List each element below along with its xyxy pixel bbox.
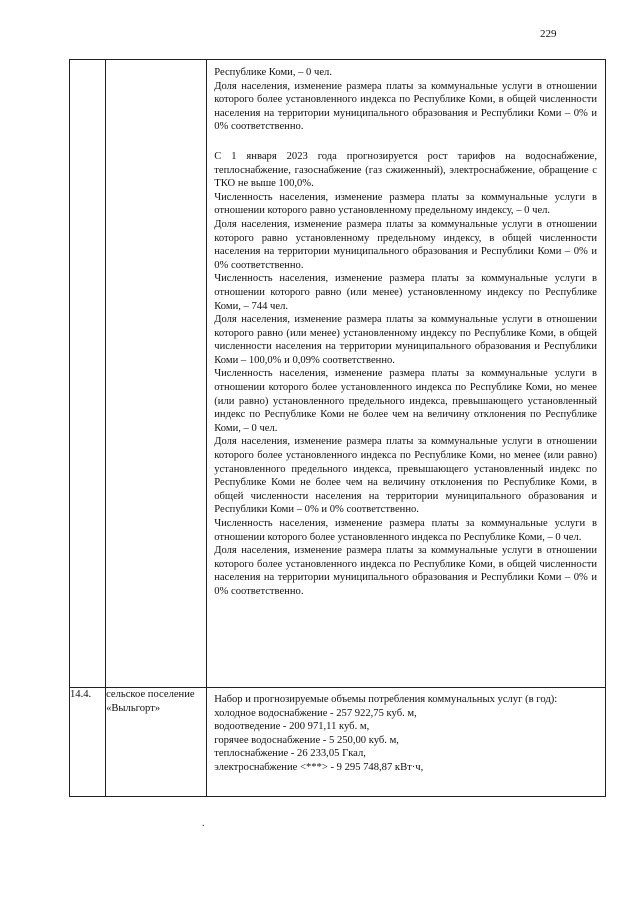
document-table <box>69 59 606 797</box>
paragraph: Численность населения, изменение размера платы за коммунальные услуги в отношении которого более установленного индекса по Республике Коми, – 0 чел. <box>214 518 597 543</box>
consumption-line: водоотведение - 200 971,11 куб. м, <box>214 721 370 733</box>
description-cell <box>207 60 606 688</box>
paragraph: С 1 января 2023 года прогнозируется рост тарифов на водоснабжение, теплоснабжение, газоснабжение (газ сжиженный), электроснабжение, обращение с ТКО не выше 100,0%. <box>214 150 597 190</box>
row-number-cell: 14.4. <box>70 688 106 797</box>
paragraph: Доля населения, изменение размера платы за коммунальные услуги в отношении которого равно установленному предельному индексу, в общей численности населения на территории муниципального образования и Республики Коми – 0% и 0% соответственно. <box>214 218 597 271</box>
page-number: 229 <box>540 28 557 40</box>
table-row <box>70 60 606 688</box>
consumption-line: горячее водоснабжение - 5 250,00 куб. м, <box>214 734 399 746</box>
description-cell <box>207 688 606 797</box>
footer-mark: . <box>202 818 205 829</box>
paragraph: Численность населения, изменение размера платы за коммунальные услуги в отношении которого более установленного индекса по Республике Коми, но менее (или равно) установленного предельного индекса, превышающего установленный индекс по Республике Коми не более чем на величину отклонения по Республике Коми, – 0 чел. <box>214 368 597 434</box>
municipality-name-cell <box>106 60 207 688</box>
paragraph: Численность населения, изменение размера платы за коммунальные услуги в отношении которого равно (или менее) установленному индексу по Республике Коми, – 744 чел. <box>214 273 597 312</box>
consumption-line: электроснабжение <***> - 9 295 748,87 кВт·ч, <box>214 761 424 773</box>
consumption-line: холодное водоснабжение - 257 922,75 куб. м, <box>214 707 417 719</box>
paragraph: Доля населения, изменение размера платы за коммунальные услуги в отношении которого равно (или менее) установленному индексу по Республике Коми, в общей численности населения на территории муниципального образования и Республики Коми – 100,0% и 0,09% соответственно. <box>214 314 597 366</box>
paragraph: Республике Коми, – 0 чел. <box>214 67 332 78</box>
paragraph: Доля населения, изменение размера платы за коммунальные услуги в отношении которого более установленного индекса по Республике Коми, но менее (или равно) установленного предельного индекса, превышающего установленный индекс по Республике Коми не более чем на величину отклонения по Республике Коми, в общей численности населения на территории муниципального образования и Республики Коми – 0% и 0% соответственно. <box>214 436 597 516</box>
municipality-name-cell: сельское поселение «Выльгорт» <box>106 688 207 797</box>
row-number-cell <box>70 60 106 688</box>
paragraph: Доля населения, изменение размера платы за коммунальные услуги в отношении которого более установленного индекса по Республике Коми, в общей численности населения на территории муниципального образования и Республики Коми – 0% и 0% соответственно. <box>214 80 597 133</box>
consumption-line: теплоснабжение - 26 233,05 Гкал, <box>214 748 366 760</box>
paragraph: Доля населения, изменение размера платы за коммунальные услуги в отношении которого более установленного индекса по Республике Коми, в общей численности населения на территории муниципального образования и Республики Коми – 0% и 0% соответственно. <box>214 545 597 597</box>
consumption-line: Набор и прогнозируемые объемы потребления коммунальных услуг (в год): <box>214 694 558 705</box>
table-row <box>70 688 606 797</box>
paragraph: Численность населения, изменение размера платы за коммунальные услуги в отношении которого равно установленному предельному индексу, – 0 чел. <box>214 191 597 217</box>
